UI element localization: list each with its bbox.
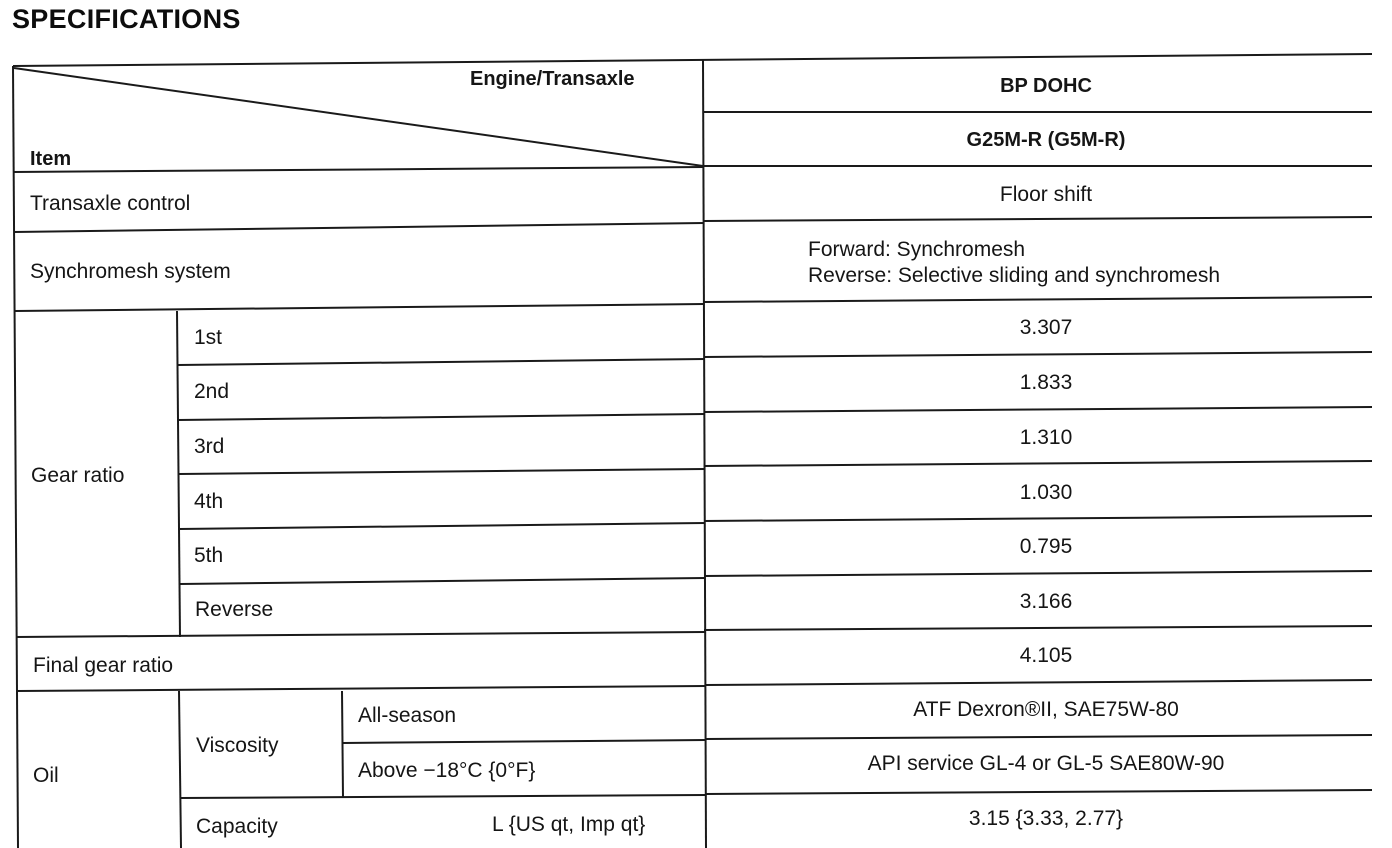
gear-value-2nd: 1.833 <box>1019 371 1073 395</box>
gear-label-5th: 5th <box>194 544 224 568</box>
header-item: Item <box>30 147 72 170</box>
synchromesh-reverse: Reverse: Selective sliding and synchromesh <box>808 264 1221 287</box>
above-temp-label: Above −18°C {0°F} <box>358 759 536 783</box>
gear-value-reverse: 3.166 <box>1019 590 1073 614</box>
gear-value-5th: 0.795 <box>1019 535 1073 559</box>
transaxle-control-value: Floor shift <box>999 183 1093 207</box>
gear-value-3rd: 1.310 <box>1019 426 1073 450</box>
capacity-label: Capacity <box>196 815 278 839</box>
synchromesh-forward: Forward: Synchromesh <box>808 238 1026 262</box>
synchromesh-value <box>808 232 1220 294</box>
gear-value-4th: 1.030 <box>1019 481 1073 505</box>
gear-label-3rd: 3rd <box>194 435 225 459</box>
gear-label-1st: 1st <box>194 326 223 350</box>
header-transaxle: G25M-R (G5M-R) <box>966 128 1126 151</box>
all-season-value: ATF Dexron®II, SAE75W-80 <box>913 698 1179 722</box>
header-engine-transaxle: Engine/Transaxle <box>470 67 635 90</box>
viscosity-label: Viscosity <box>196 734 279 758</box>
synchromesh-label: Synchromesh system <box>30 260 231 284</box>
header-engine: BP DOHC <box>1000 74 1092 97</box>
gear-label-4th: 4th <box>194 490 224 514</box>
oil-label: Oil <box>33 764 59 788</box>
final-gear-ratio-value: 4.105 <box>1019 644 1073 668</box>
above-temp-value: API service GL-4 or GL-5 SAE80W-90 <box>867 752 1225 776</box>
capacity-unit: L {US qt, Imp qt} <box>492 813 646 837</box>
gear-ratio-label: Gear ratio <box>31 464 125 488</box>
gear-label-reverse: Reverse <box>195 598 274 622</box>
capacity-value: 3.15 {3.33, 2.77} <box>968 807 1124 831</box>
transaxle-control-label: Transaxle control <box>30 192 191 216</box>
gear-label-2nd: 2nd <box>194 380 230 404</box>
gear-value-1st: 3.307 <box>1019 316 1073 340</box>
final-gear-ratio-label: Final gear ratio <box>33 654 174 678</box>
page-title: SPECIFICATIONS <box>12 4 241 34</box>
all-season-label: All-season <box>358 704 457 728</box>
